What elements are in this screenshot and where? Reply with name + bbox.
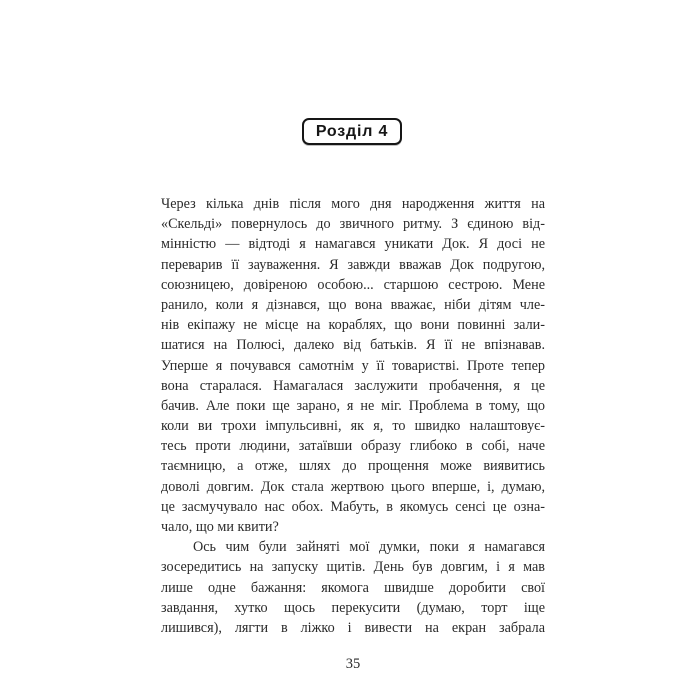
text-line: Через кілька днів після мого дня народження життя на — [161, 196, 545, 212]
page-number: 35 — [345, 656, 361, 672]
text-line: таємницю, а отже, шлях до прощення може виявитись — [161, 458, 545, 475]
text-line: Уперше я почувався самотнім у її товаристві. Проте тепер — [161, 357, 545, 374]
text-line: чало, що ми квити? — [161, 519, 279, 535]
chapter-title: Розділ 4 — [315, 123, 389, 140]
text-line: мінністю — відтоді я намагався уникати Док. Я досі не — [161, 236, 545, 253]
text-line: доволі довгим. Док стала жертвою цього вперше, і, думаю, — [161, 478, 545, 495]
text-line: Ось чим були зайняті мої думки, поки я намагався — [193, 539, 545, 556]
text-line: коли ви трохи імпульсивні, як я, то швидко налаштовує- — [161, 418, 545, 435]
text-line: лишився), лягти в ліжко і вивести на екран забрала — [161, 619, 545, 636]
text-line: вона старалася. Намагалася заслужити пробачення, я це — [161, 377, 545, 394]
text-line: ранило, коли я дізнався, що вона вважає, ніби дітям чле- — [161, 296, 545, 313]
text-line: «Скельді» повернулось до звичного ритму. З єдиною від- — [161, 216, 545, 233]
text-line: тесь проти людини, затаївши образу глибоко в собі, наче — [161, 438, 545, 455]
text-line: переварив її зауваження. Я завжди вважав Док подругою, — [161, 256, 545, 273]
text-line: лише одне бажання: якомога швидше доробити свої — [161, 579, 545, 596]
text-line: шатися на Полюсі, далеко від батьків. Я її не впізнавав. — [161, 337, 545, 354]
chapter-heading-badge — [302, 118, 402, 145]
text-line: завдання, хутко щось перекусити (думаю, торт іще — [161, 599, 545, 616]
text-line: зосередитись на запуску щитів. День був довгим, і я мав — [161, 559, 545, 576]
text-line: союзницею, довіреною особою... старшою сестрою. Мене — [161, 276, 545, 293]
body-text — [161, 194, 545, 638]
text-line: бачив. Але поки ще зарано, я не міг. Проблема в тому, що — [161, 397, 545, 414]
text-line: це засмучувало нас обох. Мабуть, в якомусь сенсі це озна- — [161, 498, 545, 515]
text-line: нів екіпажу не місце на кораблях, що вони повинні зали- — [161, 317, 545, 334]
